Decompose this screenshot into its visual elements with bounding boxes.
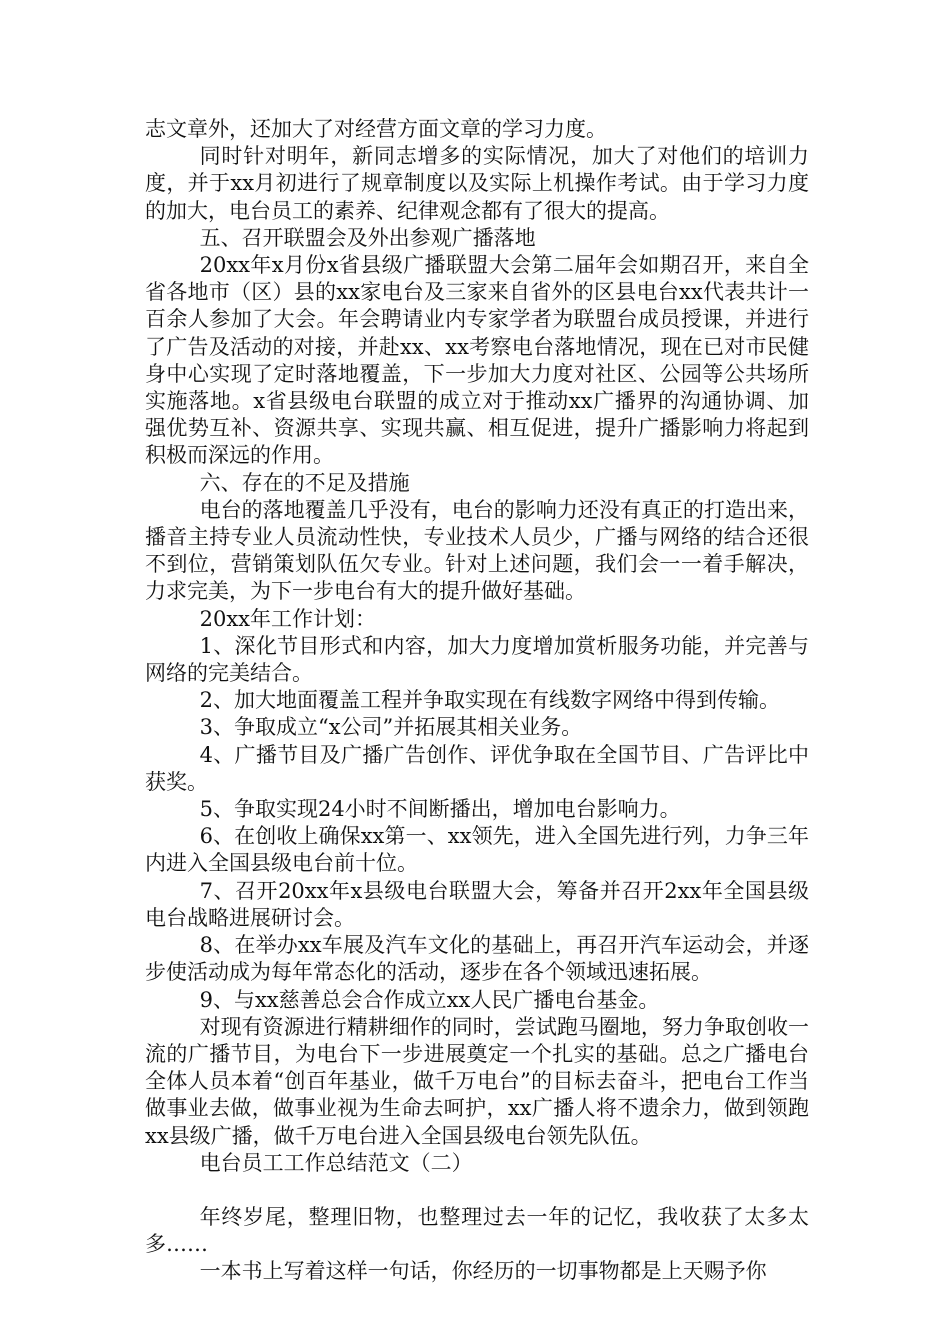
paragraph-book-quote: 一本书上写着这样一句话，你经历的一切事物都是上天赐予你 [199,1259,767,1284]
plan-item-1: 1、深化节目形式和内容，加大力度增加赏析服务功能，并完善与网络的完美结合。 [145,633,809,686]
paragraph-conclusion: 对现有资源进行精耕细作的同时，尝试跑马圈地，努力争取创收一流的广播节目，为电台下一步进展奠定一个扎实的基础。总之广播电台全体人员本着“创百年基业，做千万电台”的目标去奋斗，把电台工作当做事业去做，做事业视为生命去呵护，xx广播人将不遗余力，做到领跑xx县级广播，做千万电台进入全国县级电台领先队伍。 [145,1014,809,1148]
plan-item-4: 4、广播节目及广播广告创作、评优争取在全国节目、广告评比中获奖。 [145,742,809,794]
document-body [145,116,809,1286]
paragraph-training: 同时针对明年，新同志增多的实际情况，加大了对他们的培训力度，并于xx月初进行了规章制度以及实际上机操作考试。由于学习力度的加大，电台员工的素养、纪律观念都有了很大的提高。 [145,144,809,223]
plan-item-8: 8、在举办xx车展及汽车文化的基础上，再召开汽车运动会，并逐步使活动成为每年常态化的活动，逐步在各个领域迅速拓展。 [145,933,809,985]
paragraph-alliance-meeting: 20xx年x月份x省县级广播联盟大会第二届年会如期召开，来自全省各地市（区）县的xx家电台及三家来自省外的区县电台xx代表共计一百余人参加了大会。年会聘请业内专家学者为联盟台成员授课，并进行了广告及活动的对接，并赴xx、xx考察电台落地情况，现在已对市民健身中心实现了定时落地覆盖，下一步加大力度对社区、公园等公共场所实施落地。x省县级电台联盟的成立对于推动xx广播界的沟通协调、加强优势互补、资源共享、实现共赢、相互促进，提升广播影响力将起到积极而深远的作用。 [145,253,809,468]
blank-line [145,1177,809,1204]
paragraph-year-end: 年终岁尾，整理旧物，也整理过去一年的记忆，我收获了太多太多…… [145,1204,809,1257]
plan-item-3: 3、争取成立“x公司”并拓展其相关业务。 [199,715,583,740]
plan-item-6: 6、在创收上确保xx第一、xx领先，进入全国先进行列，力争三年内进入全国县级电台前十位。 [145,824,809,876]
section-heading-5: 五、召开联盟会及外出参观广播落地 [199,225,536,250]
paragraph-continuation: 志文章外，还加大了对经营方面文章的学习力度。 [145,117,607,141]
work-plan-heading: 20xx年工作计划： [199,606,377,631]
plan-item-7: 7、召开20xx年x县级电台联盟大会，筹备并召开2xx年全国县级电台战略进展研讨会。 [145,878,809,930]
plan-item-9: 9、与xx慈善总会合作成立xx人民广播电台基金。 [199,987,660,1012]
plan-item-2: 2、加大地面覆盖工程并争取实现在有线数字网络中得到传输。 [199,688,780,713]
paragraph-shortcomings: 电台的落地覆盖几乎没有，电台的影响力还没有真正的打造出来，播音主持专业人员流动性快，专业技术人员少，广播与网络的结合还很不到位，营销策划队伍欠专业。针对上述问题，我们会一一着手解决，力求完美，为下一步电台有大的提升做好基础。 [145,497,809,604]
section-heading-6: 六、存在的不足及措施 [199,470,410,495]
plan-item-5: 5、争取实现24小时不间断播出，增加电台影响力。 [199,797,681,822]
article-title-2: 电台员工工作总结范文（二） [199,1150,473,1175]
